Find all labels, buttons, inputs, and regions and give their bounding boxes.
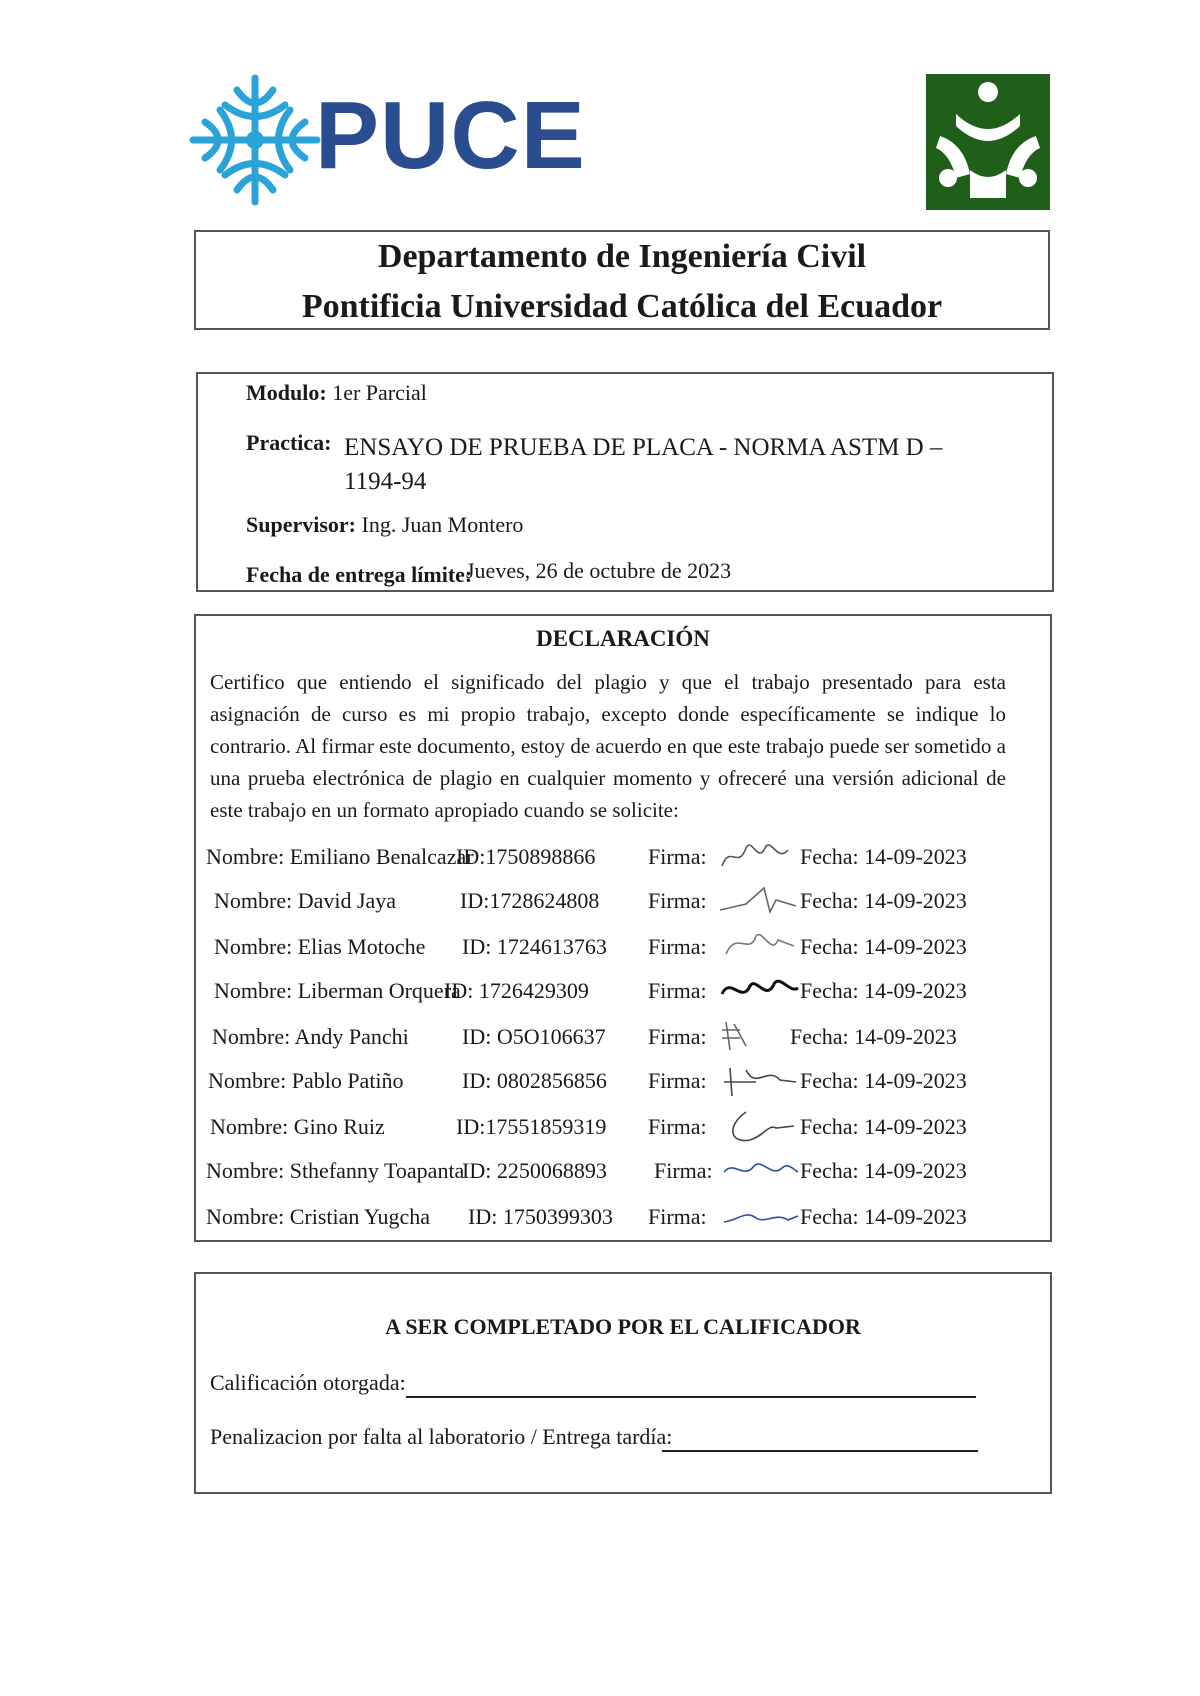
signer-row (196, 1068, 1050, 1108)
signer-name: Nombre: Cristian Yugcha (206, 1204, 431, 1229)
department-title: Departamento de Ingeniería Civil (377, 238, 867, 275)
modulo-value: 1er Parcial (332, 380, 427, 405)
university-title: Pontificia Universidad Católica del Ecuador (301, 288, 943, 325)
fecha-firma: Fecha: 14-09-2023 (800, 888, 967, 913)
signer-id: ID:1728624808 (460, 888, 600, 913)
fecha-firma: Fecha: 14-09-2023 (800, 844, 967, 869)
signature-icon (716, 1060, 800, 1100)
signature-icon (716, 1150, 800, 1190)
signer-row (196, 934, 1050, 974)
signer-id: ID: O5O106637 (462, 1024, 606, 1049)
modulo-row (246, 380, 427, 406)
firma-label: Firma: (648, 934, 707, 959)
fecha-firma: Fecha: 14-09-2023 (800, 1114, 967, 1139)
grader-box (194, 1272, 1052, 1494)
signer-row (196, 1114, 1050, 1154)
supervisor-label: Supervisor: (246, 512, 356, 537)
info-box (196, 372, 1054, 592)
puce-logo (185, 70, 586, 210)
header-box (194, 230, 1050, 330)
signature-icon (716, 836, 800, 876)
signature-icon (716, 880, 800, 920)
engineering-logo (926, 74, 1050, 210)
signer-name: Nombre: David Jaya (214, 888, 397, 913)
firma-label: Firma: (648, 1068, 707, 1093)
practica-label (246, 430, 332, 456)
signer-row (196, 1024, 1050, 1064)
signature-icon (716, 1196, 800, 1236)
signer-id: ID: 0802856856 (462, 1068, 607, 1093)
signature-icon (716, 1016, 800, 1056)
university-emblem-icon (926, 74, 1050, 210)
firma-label: Firma: (648, 1024, 707, 1049)
fecha-firma: Fecha: 14-09-2023 (800, 934, 967, 959)
fecha-label-text: Fecha de entrega límite: (246, 562, 473, 587)
fecha-firma: Fecha: 14-09-2023 (800, 1204, 967, 1229)
fecha-firma: Fecha: 14-09-2023 (800, 978, 967, 1003)
penalizacion-field[interactable] (662, 1450, 978, 1452)
signature-icon (716, 926, 800, 966)
signature-icon (716, 970, 800, 1010)
practica-label-text: Practica: (246, 430, 332, 455)
modulo-label: Modulo: (246, 380, 327, 405)
signer-id: ID: 1724613763 (462, 934, 607, 959)
firma-label: Firma: (648, 888, 707, 913)
signer-id: ID: 2250068893 (462, 1158, 607, 1183)
signer-name: Nombre: Sthefanny Toapanta (206, 1158, 465, 1183)
supervisor-value: Ing. Juan Montero (361, 512, 524, 537)
declaration-box (194, 614, 1052, 1242)
penalizacion-label: Penalizacion por falta al laboratorio / Entrega tardía: (210, 1424, 673, 1449)
fecha-label (246, 562, 472, 588)
fecha-value: Jueves, 26 de octubre de 2023 (466, 558, 732, 583)
signer-name: Nombre: Gino Ruiz (210, 1114, 385, 1139)
calificacion-label: Calificación otorgada: (210, 1370, 406, 1395)
fecha-firma: Fecha: 14-09-2023 (800, 1158, 967, 1183)
signer-name: Nombre: Liberman Orquera (214, 978, 461, 1003)
signer-row (196, 888, 1050, 928)
signer-row (196, 1158, 1050, 1198)
signer-id: ID: 1726429309 (444, 978, 589, 1003)
supervisor-row (246, 512, 523, 538)
signer-id: ID: 1750399303 (468, 1204, 613, 1229)
fecha-firma: Fecha: 14-09-2023 (800, 1068, 967, 1093)
declaration-text: Certifico que entiendo el significado del plagio y que el trabajo presentado para esta asignación de curso es mi propio trabajo, excepto donde específicamente se indique lo contrario. Al firmar este documento, estoy de acuerdo en que este trabajo puede ser sometido a una prueba electrónica de plagio en cualquier momento y ofreceré una versión adicional de este trabajo en un formato apropiado cuando se solicite: (210, 670, 1006, 822)
practica-value-line2: 1194-94 (344, 468, 427, 495)
grader-title: A SER COMPLETADO POR EL CALIFICADOR (385, 1314, 861, 1339)
signer-name: Nombre: Emiliano Benalcazar (206, 844, 474, 869)
puce-emblem-icon (185, 70, 325, 210)
signer-name: Nombre: Andy Panchi (212, 1024, 409, 1049)
declaration-title: DECLARACIÓN (536, 626, 710, 651)
signer-row (196, 978, 1050, 1018)
signer-name: Nombre: Pablo Patiño (208, 1068, 404, 1093)
signature-icon (716, 1106, 800, 1146)
practica-value-line1: ENSAYO DE PRUEBA DE PLACA - NORMA ASTM D – (344, 434, 943, 461)
firma-label: Firma: (648, 1204, 707, 1229)
signer-id: ID:1750898866 (456, 844, 596, 869)
signer-row (196, 1204, 1050, 1244)
puce-wordmark: PUCE (315, 82, 586, 189)
firma-label: Firma: (654, 1158, 713, 1183)
firma-label: Firma: (648, 844, 707, 869)
signer-row (196, 844, 1050, 884)
calificacion-field[interactable] (406, 1396, 976, 1398)
signer-name: Nombre: Elias Motoche (214, 934, 426, 959)
fecha-firma: Fecha: 14-09-2023 (790, 1024, 957, 1049)
signer-id: ID:17551859319 (456, 1114, 607, 1139)
firma-label: Firma: (648, 978, 707, 1003)
firma-label: Firma: (648, 1114, 707, 1139)
